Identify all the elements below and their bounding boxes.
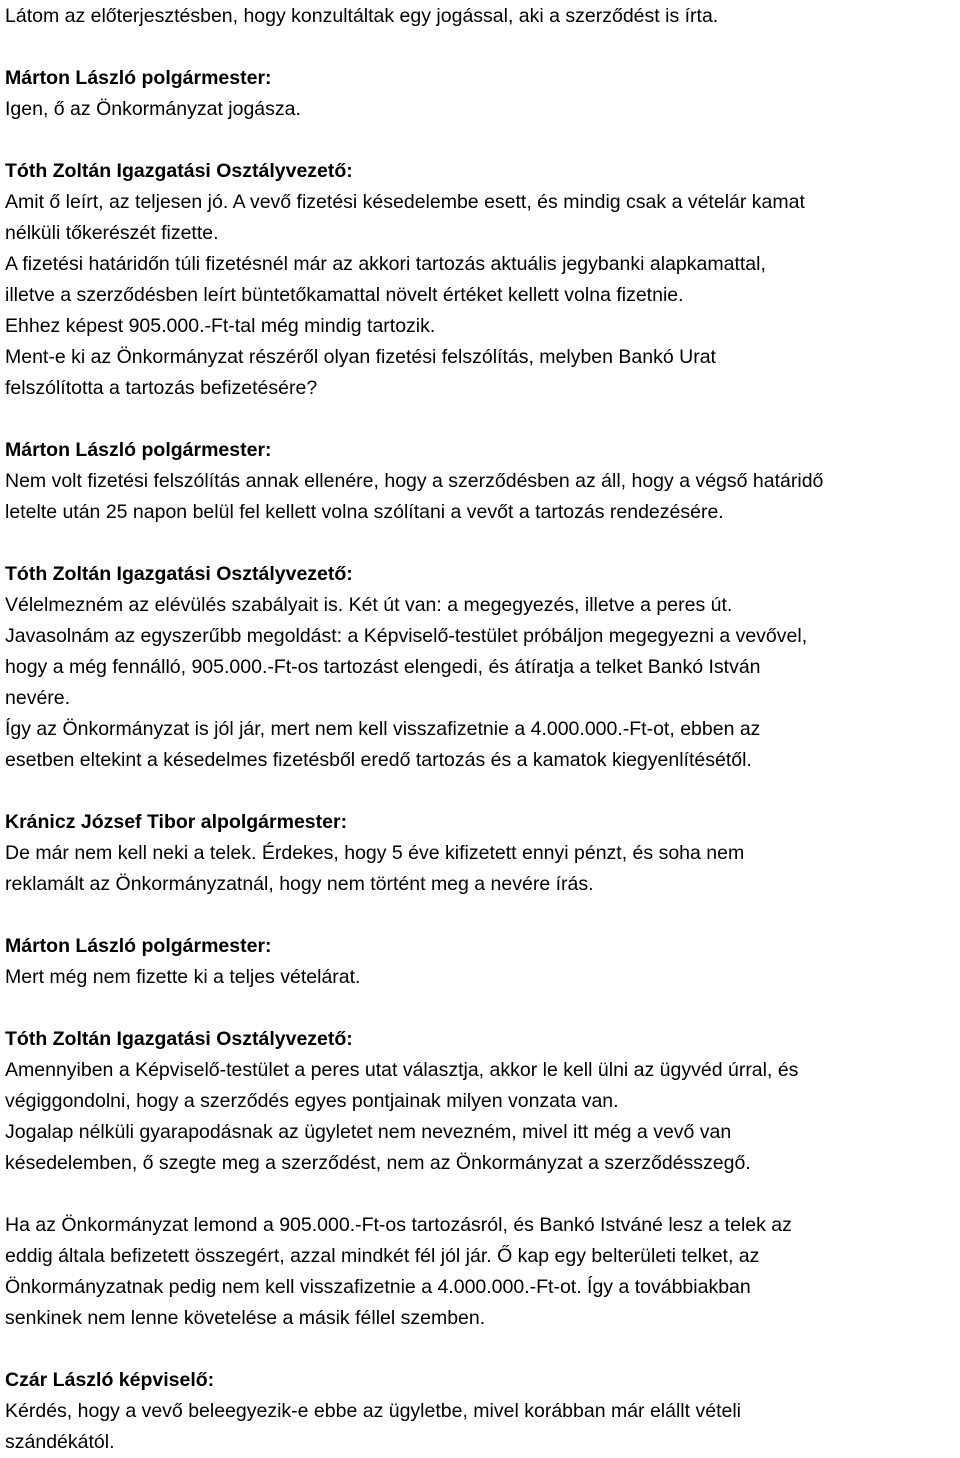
text-line: Mert még nem fizette ki a teljes vételárat. xyxy=(5,966,361,988)
text-line: reklamált az Önkormányzatnál, hogy nem történt meg a nevére írás. xyxy=(5,873,594,895)
speaker-label: Kránicz József Tibor alpolgármester: xyxy=(5,811,348,833)
paragraph-gap xyxy=(5,776,955,807)
text-line: nevére. xyxy=(5,687,71,709)
text-line: Így az Önkormányzat is jól jár, mert nem kell visszafizetnie a 4.000.000.-Ft-ot, ebben az xyxy=(5,718,761,740)
speaker-label: Márton László polgármester: xyxy=(5,67,272,89)
text-line: Ment-e ki az Önkormányzat részéről olyan fizetési felszólítás, melyben Bankó Urat xyxy=(5,346,716,368)
text-line: Ha az Önkormányzat lemond a 905.000.-Ft-os tartozásról, és Bankó Istváné lesz a telek az xyxy=(5,1214,792,1236)
text-line: nélküli tőkerészét fizette. xyxy=(5,222,219,244)
speaker-label: Czár László képviselő: xyxy=(5,1369,215,1391)
speaker-label: Márton László polgármester: xyxy=(5,439,272,461)
text-line: eddig általa befizetett összegért, azzal mindkét fél jól jár. Ő kap egy belterületi telket, az xyxy=(5,1245,760,1267)
text-line: Önkormányzatnak pedig nem kell visszafizetnie a 4.000.000.-Ft-ot. Így a továbbiakban xyxy=(5,1276,751,1298)
text-line: esetben eltekint a késedelmes fizetésből eredő tartozás és a kamatok kiegyenlítésétől. xyxy=(5,749,752,771)
text-line: Igen, ő az Önkormányzat jogásza. xyxy=(5,98,301,120)
text-line: A fizetési határidőn túli fizetésnél már az akkori tartozás aktuális jegybanki alapkamattal, xyxy=(5,253,766,275)
text-line: Látom az előterjesztésben, hogy konzultáltak egy jogással, aki a szerződést is írta. xyxy=(5,5,719,27)
paragraph-gap xyxy=(5,32,955,63)
text-line: Amennyiben a Képviselő-testület a peres utat választja, akkor le kell ülni az ügyvéd úrral, és xyxy=(5,1059,799,1081)
speaker-label: Tóth Zoltán Igazgatási Osztályvezető: xyxy=(5,563,353,585)
text-line: végiggondolni, hogy a szerződés egyes pontjainak milyen vonzata van. xyxy=(5,1090,619,1112)
paragraph-gap xyxy=(5,125,955,156)
text-line: Amit ő leírt, az teljesen jó. A vevő fizetési késedelembe esett, és mindig csak a vételár kamat xyxy=(5,191,805,213)
text-line: felszólította a tartozás befizetésére? xyxy=(5,377,318,399)
paragraph-gap xyxy=(5,1334,955,1365)
speaker-label: Tóth Zoltán Igazgatási Osztályvezető: xyxy=(5,160,353,182)
text-line: illetve a szerződésben leírt büntetőkamattal növelt értéket kellett volna fizetnie. xyxy=(5,284,684,306)
text-line: Ehhez képest 905.000.-Ft-tal még mindig tartozik. xyxy=(5,315,436,337)
text-line: Nem volt fizetési felszólítás annak ellenére, hogy a szerződésben az áll, hogy a végső határidő xyxy=(5,470,824,492)
text-line: késedelemben, ő szegte meg a szerződést, nem az Önkormányzat a szerződésszegő. xyxy=(5,1152,751,1174)
text-line: Vélelmezném az elévülés szabályait is. Két út van: a megegyezés, illetve a peres út. xyxy=(5,594,733,616)
speaker-label: Márton László polgármester: xyxy=(5,935,272,957)
text-line: letelte után 25 napon belül fel kellett volna szólítani a vevőt a tartozás rendezésére. xyxy=(5,501,724,523)
text-line: De már nem kell neki a telek. Érdekes, hogy 5 éve kifizetett ennyi pénzt, és soha nem xyxy=(5,842,745,864)
document-page xyxy=(5,1,955,1458)
text-line: szándékától. xyxy=(5,1431,115,1453)
text-line: senkinek nem lenne követelése a másik féllel szemben. xyxy=(5,1307,486,1329)
text-line: Kérdés, hogy a vevő beleegyezik-e ebbe az ügyletbe, mivel korábban már elállt vételi xyxy=(5,1400,742,1422)
text-line: hogy a még fennálló, 905.000.-Ft-os tartozást elengedi, és átíratja a telket Bankó István xyxy=(5,656,761,678)
text-line: Javasolnám az egyszerűbb megoldást: a Képviselő-testület próbáljon megegyezni a vevővel, xyxy=(5,625,808,647)
paragraph-gap xyxy=(5,900,955,931)
paragraph-gap xyxy=(5,993,955,1024)
paragraph-gap xyxy=(5,404,955,435)
speaker-label: Tóth Zoltán Igazgatási Osztályvezető: xyxy=(5,1028,353,1050)
paragraph-gap xyxy=(5,528,955,559)
text-line: Jogalap nélküli gyarapodásnak az ügyletet nem nevezném, mivel itt még a vevő van xyxy=(5,1121,732,1143)
paragraph-gap xyxy=(5,1179,955,1210)
